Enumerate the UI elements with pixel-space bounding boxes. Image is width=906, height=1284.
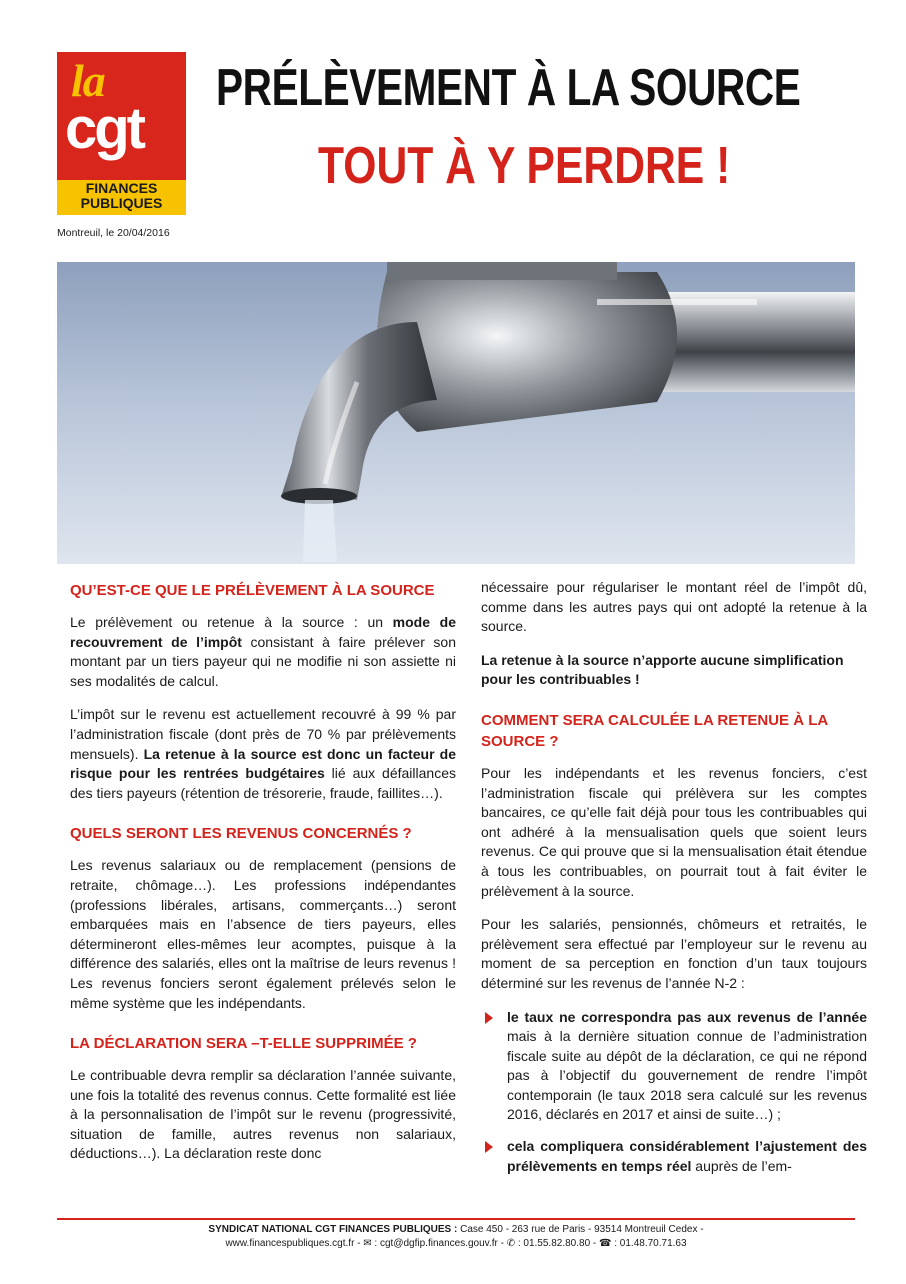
heading-what-is: QU’EST-CE QUE LE PRÉLÈVEMENT À LA SOURCE bbox=[70, 582, 435, 599]
paragraph-independants: Pour les indépendants et les revenus fonciers, c’est l’administration fiscale qui prélèvera sur les comptes bancaires, ce qu’elle fait déjà pour tous les contribuables qui ont adhéré à la mensualisation quels que soient leurs revenus. Ce qui prouve que si la mensualisation était étendue à tous les contribuables, on pourrait tout à fait éviter le prélèvement à la source. bbox=[481, 764, 867, 899]
paragraph-definition bbox=[70, 613, 456, 691]
paragraph-no-simplification: La retenue à la source n’apporte aucune simplification pour les contribuables ! bbox=[481, 651, 844, 688]
bullet-arrow-icon bbox=[485, 1141, 493, 1153]
paragraph-declaration: Le contribuable devra remplir sa déclaration l’année suivante, une fois la totalité des revenus connus. Cette formalité est liée à la personnalisation de l’impôt sur le revenu (progressivité, situation de famille, autres revenus non salariaux, déductions…). La déclaration reste donc bbox=[70, 1067, 456, 1162]
footer-address: Case 450 - 263 rue de Paris - 93514 Montreuil Cedex - bbox=[457, 1224, 704, 1235]
bullet-rate-text: mais à la dernière situation connue de l’administration fiscale suite au dépôt de la déclaration, ce qui ne répond pas à l’objectif du gouvernement de rendre l’impôt contemporain (le taux 2018 sera calculé sur les revenus 2016, déclarés en 2017 et ainsi de suite…) ; bbox=[507, 1028, 867, 1123]
bullet-arrow-icon bbox=[485, 1012, 493, 1024]
paragraph-salaries: Pour les salariés, pensionnés, chômeurs et retraités, le prélèvement sera effectué par l’employeur sur le revenu au moment de sa perception en fonction d’un taux toujours déterminé sur les revenus de l’année N-2 : bbox=[481, 916, 867, 991]
recovery-text-c: lié aux défaillances des tiers payeurs (rétention de trésorerie, fraude, faillites…). bbox=[70, 765, 456, 801]
recovery-text-bold: La retenue à la source est donc un facteur de risque pour les rentrées budgétaires bbox=[70, 745, 457, 782]
logo-finances-publiques bbox=[57, 181, 186, 211]
bullet-item-adjustment bbox=[481, 1137, 867, 1176]
bullet-rate-bold: le taux ne correspondra pas aux revenus de l’année bbox=[507, 1008, 867, 1025]
definition-text-a: Le prélèvement ou retenue à la source : un bbox=[70, 614, 393, 630]
bullet-list bbox=[481, 1008, 867, 1177]
footer bbox=[57, 1218, 855, 1263]
cgt-logo bbox=[57, 52, 186, 215]
footer-org: SYNDICAT NATIONAL CGT FINANCES PUBLIQUES : bbox=[208, 1224, 458, 1235]
hero-image-faucet bbox=[57, 262, 855, 564]
document-date: Montreuil, le 20/04/2016 bbox=[57, 227, 170, 239]
footer-address-line bbox=[57, 1223, 855, 1237]
bullet-adjustment-text: auprès de l’em- bbox=[691, 1157, 792, 1174]
page-subtitle: TOUT À Y PERDRE ! bbox=[318, 137, 731, 195]
right-column bbox=[481, 580, 867, 1188]
bullet-adjustment-bold: cela compliquera considérablement l’ajustement des prélèvements en temps réel bbox=[507, 1138, 867, 1174]
faucet-illustration bbox=[57, 262, 855, 564]
definition-text-bold: mode de recouvrement de l’impôt bbox=[70, 614, 456, 650]
recovery-text-a: L’impôt sur le revenu est actuellement recouvré à 99 % par l’administration fiscale (dont près de 70 % par prélèvements mensuels). bbox=[70, 706, 456, 762]
heading-calculation: COMMENT SERA CALCULÉE LA RETENUE À LA SOURCE ? bbox=[481, 711, 828, 750]
footer-contact-line: www.financespubliques.cgt.fr - ✉ : cgt@dgfip.finances.gouv.fr - ✆ : 01.55.82.80.80 - ☎ : 01.48.70.71.63 bbox=[225, 1238, 687, 1249]
logo-line-finances: FINANCES bbox=[85, 180, 158, 196]
definition-text-c: consistant à faire prélever son montant par un tiers payeur qui ne modifie ni son assiette ni ses modalités de calcul. bbox=[70, 633, 457, 689]
logo-cgt-text: cgt bbox=[65, 96, 143, 161]
paragraph-concerned-income: Les revenus salariaux ou de remplacement (pensions de retraite, chômage…). Les professions indépendantes (professions libérales, artisans, commerçants…) seront embarquées mais en l’absence de tiers payeurs, elles détermineront elles-mêmes leur acomptes, puisque à la différence des salariés, elles ont la maîtrise de leurs revenus ! Les revenus fonciers seront également prélevés selon le même système que les indépendants. bbox=[70, 857, 456, 1011]
logo-line-publiques: PUBLIQUES bbox=[80, 195, 163, 211]
heading-declaration: LA DÉCLARATION SERA –T-ELLE SUPPRIMÉE ? bbox=[70, 1035, 417, 1053]
left-column bbox=[70, 580, 456, 1178]
logo-la-text: la bbox=[71, 55, 105, 106]
paragraph-continuation: nécessaire pour régulariser le montant réel de l’impôt dû, comme dans les autres pays qui ont adopté la retenue à la source. bbox=[481, 579, 867, 635]
page-title: PRÉLÈVEMENT À LA SOURCE bbox=[216, 59, 801, 117]
bullet-item-rate bbox=[481, 1008, 867, 1126]
heading-concerned-income: QUELS SERONT LES REVENUS CONCERNÉS ? bbox=[70, 825, 412, 843]
paragraph-recovery-rate bbox=[70, 705, 456, 803]
